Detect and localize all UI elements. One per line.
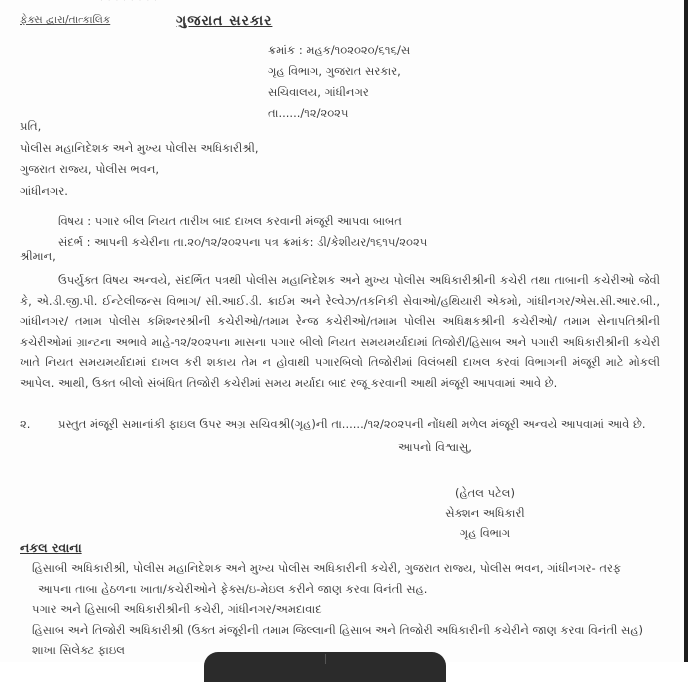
- viewer-floating-toolbar[interactable]: [204, 652, 446, 682]
- copy-to-item: હિસાબ અને તિજોરી અધિકારીશ્રી (ઉક્ત મંજૂરીની તમામ જિલ્લાની હિસાબ અને તિજોરી અધિકારીની કચેરીને જાણ કરવા વિનંતી સહ): [32, 622, 643, 637]
- copy-to-item: પગાર અને હિસાબી અધિકારીશ્રીની કચેરી, ગાંધીનગર/અમદાવાદ: [32, 602, 322, 616]
- signature-block: [430, 483, 540, 543]
- recipient-line-2: ગુજરાત રાજ્ય, પોલીસ ભવન,: [20, 162, 160, 176]
- toolbar-divider: [325, 654, 326, 664]
- subject-line: વિષય : પગાર બીલ નિયત તારીખ બાદ દાખલ કરવાની મંજૂરી આપવા બાબત: [58, 214, 402, 228]
- fax-urgent-label: ફેક્સ દ્વારા/તાત્કાલિક: [20, 14, 111, 26]
- reference-date: તા....../૧૨/૨૦૨૫: [268, 106, 349, 120]
- copy-to-item: આપના તાબા હેઠળના ખાતા/કચેરીઓને ફેક્સ/ઇ-મેઇલ કરીને જાણ કરવા વિનંતી સહ.: [38, 581, 428, 596]
- reference-number: ક્રમાંક : મહક/૧૦૨૦૨૦/૬૧૬/સ: [268, 43, 411, 57]
- paragraph-2-text: પ્રસ્તુત મંજૂરી સમાનાંકી ફાઇલ ઉપર અગ્ર સચિવશ્રી(ગૃહ)ની તા....../૧૨/૨૦૨૫ની નોંધથી મળેલ મંજૂરી અન્વયે આપવામાં આવે છે.: [58, 417, 646, 431]
- recipient-line-1: પોલીસ મહાનિદેશક અને મુખ્ય પોલીસ અધિકારીશ્રી,: [20, 140, 259, 155]
- reference-department: ગૃહ વિભાગ, ગુજરાત સરકાર,: [268, 64, 401, 78]
- copy-to-item: હિસાબી અધિકારીશ્રી, પોલીસ મહાનિદેશક અને મુખ્ય પોલીસ અધિકારીની કચેરી, ગુજરાત રાજ્ય, પોલીસ ભવન, ગાંધીનગર- તરફ: [32, 561, 622, 575]
- recipient-line-3: ગાંધીનગર.: [20, 183, 68, 198]
- copy-to-list: [32, 558, 643, 661]
- signatory-designation: સેક્શન અધિકારી: [445, 506, 525, 520]
- paragraph-number: ૨.: [20, 417, 31, 431]
- reference-line: સંદર્ભ : આપની કચેરીના તા.૨૦/૧૨/૨૦૨૫ના પત્ર ક્રમાંક: ડી/કેશીયર/૧૬૧૫/૨૦૨૫: [58, 235, 428, 249]
- signatory-department: ગૃહ વિભાગ: [459, 526, 511, 540]
- recipient-block: [20, 116, 259, 202]
- copy-to-heading: નકલ રવાના: [20, 540, 82, 555]
- viewer-scrollbar[interactable]: [684, 0, 688, 662]
- copy-to-item: શાખા સિલેક્ટ ફાઇલ: [32, 643, 125, 657]
- body-paragraph-2: [20, 417, 646, 432]
- reference-office: સચિવાલય, ગાંધીનગર: [268, 85, 369, 99]
- closing-text: આપનો વિશ્વાસુ,: [398, 440, 472, 454]
- reference-block: [268, 40, 410, 124]
- salutation: શ્રીમાન,: [20, 249, 56, 263]
- recipient-prefix: પ્રતિ,: [20, 119, 42, 133]
- body-paragraph-1: ઉપર્યુક્ત વિષય અન્વયે, સંદર્ભિત પત્રથી પોલીસ મહાનિદેશક અને મુખ્ય પોલીસ અધિકારીશ્રીની કચેરી તથા તાબાની કચેરીઓ જેવી કે, એ.ડી.જી.પી. ઈન્ટેલીજન્સ વિભાગ/ સી.આઈ.ડી. ક્રાઈમ અને રેલ્વેઝ/તકનિકી સેવાઓ/હથિયારી એકમો, ગાંધીનગર/એસ.સી.આર.બી., ગાંધીનગર/ તમામ પોલીસ કમિશ્નરશ્રીની કચેરીઓ/તમામ રેન્જ કચેરીઓ/તમામ પોલીસ અધિક્ષકશ્રીની કચેરીઓ/ તમામ સેનાપતિશ્રીની કચેરીઓમાં ગ્રાન્ટના અભાવે માહે-૧૨/૨૦૨૫ના માસના પગાર બીલો નિયત સમયમર્યાદામાં તિજોરી/હિસાબ અને પગારી અધિકારીશ્રીની કચેરી ખાતે નિયત સમયમર્યાદામાં દાખલ કરી શકાય તેમ ન હોવાથી પગારબિલો તિજોરીમાં વિલંબથી દાખલ કરવાં વિભાગની મંજૂરી માટે મોકલી આપેલ. આથી, ઉક્ત બીલો સંબંધિત તિજોરી કચેરીમાં સમય મર્યાદા બાદ રજૂ કરવાની આથી મંજૂરી આપવામાં આવે છે.: [20, 273, 660, 390]
- subject-block: [58, 211, 427, 253]
- signatory-name: (હેતલ પટેલ): [455, 486, 515, 500]
- government-title: ગુજરાત સરકાર: [176, 13, 273, 29]
- faint-header-text: · · · · · · · ·: [100, 0, 158, 6]
